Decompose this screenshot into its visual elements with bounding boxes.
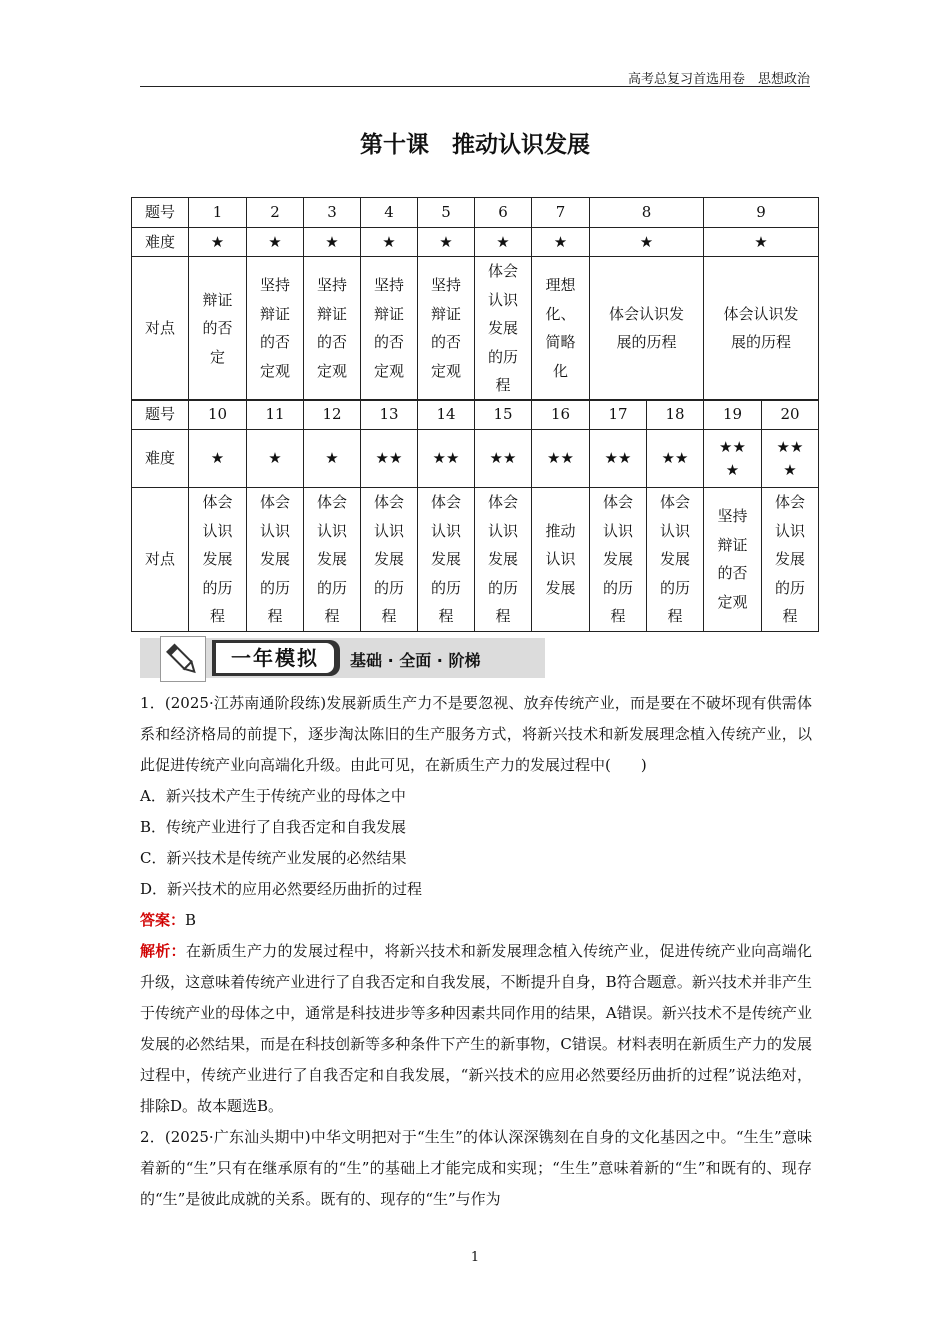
section-banner: [140, 636, 545, 680]
option-c: C．新兴技术是传统产业发展的必然结果: [140, 849, 407, 867]
question-number: 17: [590, 400, 647, 430]
difficulty-stars: ★: [247, 227, 304, 257]
topic-cell: 坚持 辩证 的否 定观: [304, 257, 361, 401]
difficulty-table-2: [131, 399, 819, 632]
topic-cell: 体会认识发 展的历程: [704, 257, 819, 401]
difficulty-stars: ★: [475, 227, 532, 257]
question-number: 5: [418, 198, 475, 228]
topic-cell: 坚持 辩证 的否 定观: [418, 257, 475, 401]
topic-cell: 体会 认识 发展 的历 程: [475, 257, 532, 401]
option-b: B．传统产业进行了自我否定和自我发展: [140, 818, 407, 836]
question-number: 9: [704, 198, 819, 228]
row-label-topic: 对点: [132, 257, 189, 401]
difficulty-stars: ★: [247, 430, 304, 488]
topic-cell: 体会 认识 发展 的历 程: [647, 488, 704, 632]
header-rule: [140, 86, 810, 87]
option-d: D．新兴技术的应用必然要经历曲折的过程: [140, 880, 423, 898]
difficulty-stars: ★: [590, 227, 704, 257]
difficulty-stars: ★★ ★: [704, 430, 762, 488]
row-label-topic: 对点: [132, 488, 189, 632]
table2-topic-row: [132, 488, 819, 632]
difficulty-table-1: [131, 197, 819, 401]
analysis-paragraph: [140, 936, 812, 1122]
answer-label: 答案：: [140, 911, 186, 929]
topic-cell: 体会 认识 发展 的历 程: [418, 488, 475, 632]
analysis-text: 在新质生产力的发展过程中，将新兴技术和新发展理念植入传统产业，促进传统产业向高端化升级，这意味着传统产业进行了自我否定和自我发展，不断提升自身，B符合题意。新兴技术并非产生于传统产业的母体之中，通常是科技进步等多种因素共同作用的结果，A错误。新兴技术不是传统产业发展的必然结果，而是在科技创新等多种条件下产生的新事物，C错误。材料表明在新质生产力的发展过程中，传统产业进行了自我否定和自我发展，“新兴技术的应用必然要经历曲折的过程”说法绝对，排除D。故本题选B。: [140, 942, 812, 1115]
topic-cell: 体会 认识 发展 的历 程: [189, 488, 247, 632]
row-label-number: 题号: [132, 400, 189, 430]
question-2-stem: 2．(2025·广东汕头期中)中华文明把对于“生生”的体认深深镌刻在自身的文化基因之中。“生生”意味着新的“生”只有在继承原有的“生”的基础上才能完成和实现；“生生”意味着新的“生”和既有的、现存的“生”是彼此成就的关系。既有的、现存的“生”与作为: [140, 1128, 812, 1208]
difficulty-stars: ★: [189, 430, 247, 488]
section-title: 一年模拟: [216, 643, 334, 673]
question-number: 20: [762, 400, 819, 430]
question-number: 13: [361, 400, 418, 430]
table1-difficulty-row: [132, 227, 819, 257]
page-title: 第十课 推动认识发展: [360, 132, 590, 158]
pencil-icon: [160, 636, 206, 682]
difficulty-stars: ★: [304, 227, 361, 257]
row-label-difficulty: 难度: [132, 430, 189, 488]
topic-cell: 辩证 的否 定: [189, 257, 247, 401]
topic-cell: 坚持 辩证 的否 定观: [361, 257, 418, 401]
row-label-number: 题号: [132, 198, 189, 228]
question-number: 8: [590, 198, 704, 228]
question-number: 4: [361, 198, 418, 228]
difficulty-stars: ★: [361, 227, 418, 257]
question-content: [140, 688, 812, 1215]
difficulty-stars: ★★: [361, 430, 418, 488]
topic-cell: 体会 认识 发展 的历 程: [304, 488, 361, 632]
topic-cell: 理想 化、 简略 化: [532, 257, 590, 401]
question-number: 1: [189, 198, 247, 228]
page-number: 1: [470, 1250, 480, 1265]
difficulty-stars: ★: [532, 227, 590, 257]
question-number: 19: [704, 400, 762, 430]
difficulty-stars: ★★: [532, 430, 590, 488]
running-header: 高考总复习首选用卷 思想政治: [627, 72, 810, 87]
question-number: 10: [189, 400, 247, 430]
question-1-stem: 1．(2025·江苏南通阶段练)发展新质生产力不是要忽视、放弃传统产业，而是要在不破坏现有供需体系和经济格局的前提下，逐步淘汰陈旧的生产服务方式，将新兴技术和新发展理念植入传统产业，以此促进传统产业向高端化升级。由此可见，在新质生产力的发展过程中( ): [140, 694, 812, 774]
table1-topic-row: [132, 257, 819, 401]
analysis-label: 解析：: [140, 942, 186, 960]
question-number: 12: [304, 400, 361, 430]
topic-cell: 推动 认识 发展: [532, 488, 590, 632]
option-a: A．新兴技术产生于传统产业的母体之中: [140, 787, 406, 805]
topic-cell: 体会 认识 发展 的历 程: [762, 488, 819, 632]
question-number: 18: [647, 400, 704, 430]
topic-cell: 坚持 辩证 的否 定观: [704, 488, 762, 632]
table1-number-row: [132, 198, 819, 228]
table2-difficulty-row: [132, 430, 819, 488]
difficulty-stars: ★★ ★: [762, 430, 819, 488]
question-number: 14: [418, 400, 475, 430]
difficulty-stars: ★★: [590, 430, 647, 488]
answer-value: B: [185, 911, 197, 929]
section-subtitle: 基础 · 全面 · 阶梯: [350, 651, 481, 670]
difficulty-stars: ★: [418, 227, 475, 257]
difficulty-stars: ★: [304, 430, 361, 488]
difficulty-stars: ★★: [475, 430, 532, 488]
question-number: 2: [247, 198, 304, 228]
difficulty-stars: ★★: [647, 430, 704, 488]
topic-cell: 体会 认识 发展 的历 程: [247, 488, 304, 632]
topic-cell: 体会认识发 展的历程: [590, 257, 704, 401]
question-number: 15: [475, 400, 532, 430]
difficulty-stars: ★: [189, 227, 247, 257]
question-number: 16: [532, 400, 590, 430]
difficulty-stars: ★★: [418, 430, 475, 488]
topic-cell: 体会 认识 发展 的历 程: [361, 488, 418, 632]
question-number: 3: [304, 198, 361, 228]
topic-cell: 体会 认识 发展 的历 程: [590, 488, 647, 632]
question-number: 6: [475, 198, 532, 228]
topic-cell: 体会 认识 发展 的历 程: [475, 488, 532, 632]
table2-number-row: [132, 400, 819, 430]
answer-line: [140, 905, 812, 936]
topic-cell: 坚持 辩证 的否 定观: [247, 257, 304, 401]
question-number: 7: [532, 198, 590, 228]
question-number: 11: [247, 400, 304, 430]
difficulty-stars: ★: [704, 227, 819, 257]
row-label-difficulty: 难度: [132, 227, 189, 257]
